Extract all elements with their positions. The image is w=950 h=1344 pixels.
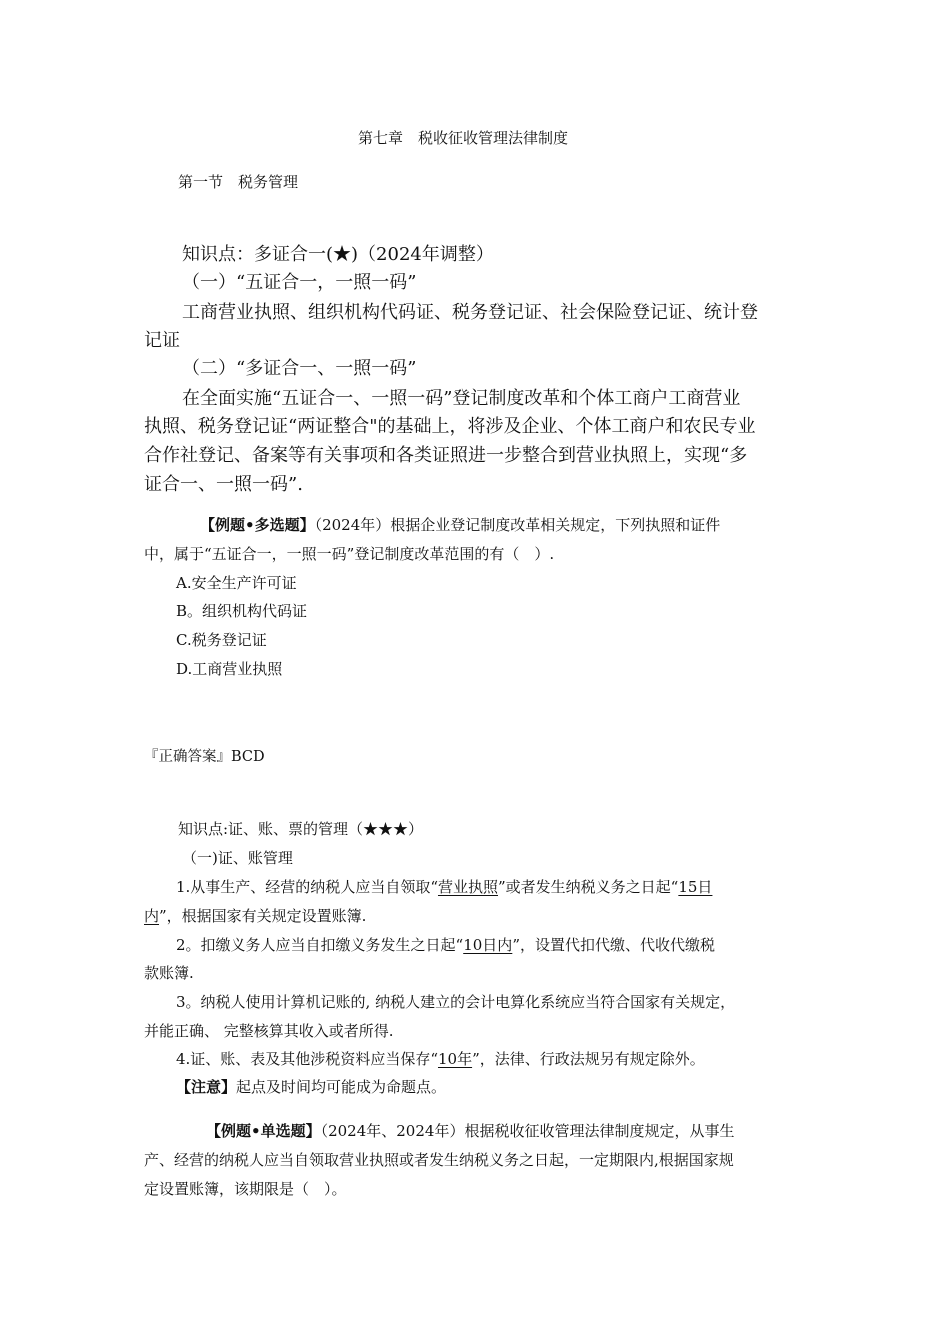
kp2-item4-10years: 10年 [437, 1050, 473, 1068]
kp2-item2-line2: 款账簿. [144, 964, 194, 982]
example2-tag: 【例题•单选题】 [206, 1122, 321, 1140]
kp1-para1-line1: 工商营业执照、组织机构代码证、税务登记证、社会保险登记证、统计登 [182, 302, 758, 323]
example2-line1 [206, 1120, 734, 1141]
kp1-heading: 知识点：多证合一(★)（2024年调整） [182, 244, 494, 265]
kp2-item2-a: 2。扣缴义务人应当自扣缴义务发生之日起“ [176, 936, 464, 954]
kp2-item2-b: ”，设置代扣代缴、代收代缴税 [512, 936, 715, 954]
kp2-note-text: 起点及时间均可能成为命题点。 [236, 1078, 447, 1096]
kp1-para2-line2: 执照、税务登记证“两证整合"的基础上，将涉及企业、个体工商户和农民专业 [144, 416, 756, 437]
kp2-item3-line1: 3。纳税人使用计算机记账的, 纳税人建立的会计电算化系统应当符合国家有关规定， [176, 993, 736, 1011]
section-title: 第一节 税务管理 [178, 173, 299, 191]
kp1-para2-line3: 合作社登记、备案等有关事项和各类证照进一步整合到营业执照上，实现“多 [144, 445, 748, 466]
example1-line1 [200, 514, 720, 535]
example1-answer: 『正确答案』BCD [144, 749, 265, 765]
chapter-title: 第七章 税收征收管理法律制度 [358, 129, 569, 147]
kp2-item3-line2: 并能正确、 完整核算其收入或者所得. [144, 1022, 394, 1040]
kp2-heading: 知识点:证、账、票的管理（★★★） [178, 820, 424, 838]
kp2-item1-15days: 15日 [678, 878, 713, 896]
example1-option-c: C.税务登记证 [176, 631, 267, 649]
example2-line2: 产、经营的纳税人应当自领取营业执照或者发生纳税义务之日起，一定期限内,根据国家规 [144, 1151, 734, 1169]
kp1-sub2: （二）“多证合一、一照一码” [182, 358, 417, 379]
kp2-item1-within: 内 [144, 907, 160, 925]
example2-line3: 定设置账簿，该期限是（ ）。 [144, 1180, 347, 1198]
example1-line2: 中，属于“五证合一，一照一码”登记制度改革范围的有（ ）. [144, 545, 555, 563]
example1-option-b: B。组织机构代码证 [176, 602, 308, 620]
kp2-item4 [176, 1048, 705, 1069]
example1-option-a: A.安全生产许可证 [176, 574, 297, 592]
kp2-sub1: （一)证、账管理 [182, 849, 293, 867]
kp2-note [176, 1076, 446, 1097]
kp2-item1-a: 1.从事生产、经营的纳税人应当自领取“ [176, 878, 438, 896]
kp2-item4-a: 4.证、账、表及其他涉税资料应当保存“ [176, 1050, 438, 1068]
example1-line1-text: （2024年）根据企业登记制度改革相关规定，下列执照和证件 [314, 516, 721, 534]
kp2-item1-license: 营业执照 [437, 878, 498, 896]
example2-line1-text: （2024年、2024年）根据税收征收管理法律制度规定，从事生 [320, 1122, 735, 1140]
kp2-item1-line1 [176, 876, 712, 897]
kp1-sub1: （一）“五证合一，一照一码” [182, 272, 417, 293]
kp1-para2-line1: 在全面实施“五证合一、一照一码”登记制度改革和个体工商户工商营业 [182, 388, 741, 409]
kp2-item1-b: ”或者发生纳税义务之日起“ [498, 878, 679, 896]
example1-option-d: D.工商营业执照 [176, 660, 283, 678]
kp1-para1-line2: 记证 [144, 330, 180, 351]
kp1-para2-line4: 证合一、一照一码”. [144, 474, 303, 495]
example1-tag: 【例题•多选题】 [200, 516, 315, 534]
kp2-item2-10days: 10日内 [463, 936, 513, 954]
kp2-item2-line1 [176, 934, 715, 955]
kp2-item1-c: ”，根据国家有关规定设置账簿. [159, 907, 367, 925]
kp2-item4-b: ”，法律、行政法规另有规定除外。 [472, 1050, 705, 1068]
kp2-note-tag: 【注意】 [176, 1078, 237, 1096]
kp2-item1-line2 [144, 905, 366, 926]
